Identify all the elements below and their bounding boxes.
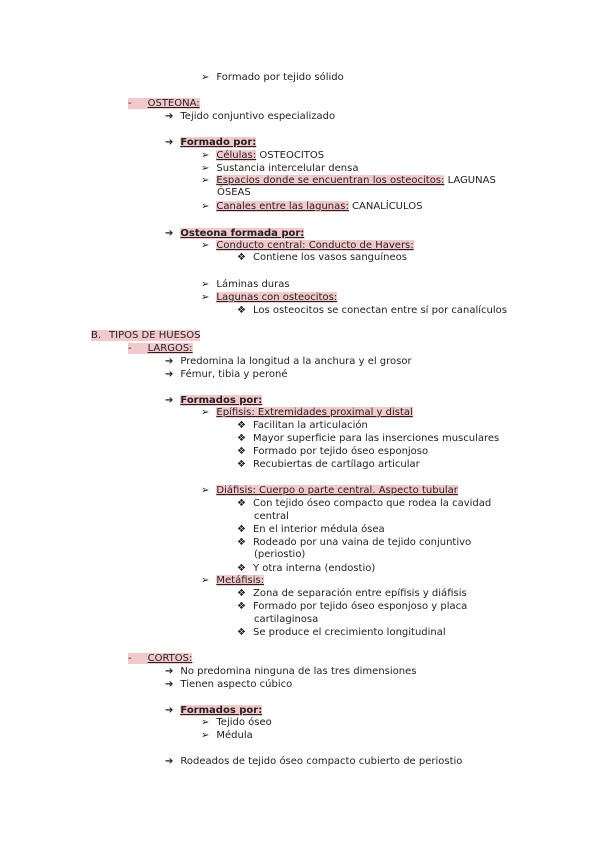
subheading	[165, 705, 262, 717]
heading-text: CORTOS:	[140, 653, 193, 664]
subheading	[165, 228, 304, 240]
arrow-icon: ➔	[165, 369, 174, 380]
item-label: Lagunas con osteocitos:	[216, 292, 338, 303]
item-text: Médula	[216, 730, 253, 741]
diamond-icon: ❖	[237, 588, 246, 599]
list-item	[201, 485, 458, 497]
item-text: Fémur, tibia y peroné	[180, 369, 288, 380]
list-item	[165, 756, 462, 768]
section-heading-osteona	[128, 98, 200, 110]
diamond-icon: ❖	[237, 305, 246, 316]
arrowhead-icon: ➢	[201, 201, 210, 212]
item-text: Predomina la longitud a la anchura y el grosor	[180, 356, 412, 367]
item-text: Se produce el crecimiento longitudinal	[252, 627, 446, 638]
arrowhead-icon: ➢	[201, 150, 210, 161]
arrow-icon: ➔	[165, 756, 174, 767]
dash-marker: -	[128, 653, 140, 664]
arrowhead-icon: ➢	[201, 279, 210, 290]
item-label: Células:	[216, 150, 257, 161]
item-text: Los osteocitos se conectan entre sí por canalículos	[252, 305, 507, 316]
arrowhead-icon: ➢	[201, 240, 210, 251]
diamond-icon: ❖	[237, 433, 246, 444]
item-label: Conducto central: Conducto de Havers:	[216, 240, 414, 251]
arrow-icon: ➔	[165, 395, 174, 406]
list-item	[165, 356, 412, 368]
list-item	[201, 407, 413, 419]
item-text: Sustancia intercelular densa	[216, 163, 359, 174]
list-item	[201, 201, 422, 213]
diamond-icon: ❖	[237, 563, 246, 574]
item-text: Y otra interna (endostio)	[252, 563, 376, 574]
arrowhead-icon: ➢	[201, 717, 210, 728]
item-text: Formado por tejido óseo esponjoso	[252, 446, 429, 457]
list-item	[237, 433, 499, 445]
dash-marker: -	[128, 343, 140, 354]
item-label: Canales entre las lagunas:	[216, 201, 349, 212]
item-text: En el interior médula ósea	[252, 524, 385, 535]
section-heading-tipos	[91, 330, 200, 342]
item-label: Diáfisis: Cuerpo o parte central. Aspecto tubular	[216, 485, 458, 496]
arrow-icon: ➔	[165, 137, 174, 148]
list-item	[237, 537, 471, 549]
arrowhead-icon: ➢	[201, 72, 210, 83]
list-item	[237, 627, 446, 639]
item-text: Formado por tejido óseo esponjoso y placa	[252, 601, 468, 612]
subsection-heading-largos	[128, 343, 193, 355]
subheading-text: Formados por:	[180, 395, 263, 406]
item-value: OSTEOCITOS	[256, 150, 325, 161]
item-text: Recubiertas de cartílago articular	[252, 459, 420, 470]
diamond-icon: ❖	[237, 498, 246, 509]
list-item	[201, 279, 290, 291]
arrowhead-icon: ➢	[201, 292, 210, 303]
arrow-icon: ➔	[165, 228, 174, 239]
arrow-icon: ➔	[165, 705, 174, 716]
list-item	[237, 459, 420, 471]
item-continuation: cartilaginosa	[254, 614, 319, 625]
diamond-icon: ❖	[237, 446, 246, 457]
diamond-icon: ❖	[237, 627, 246, 638]
item-label: Epífisis: Extremidades proximal y distal	[216, 407, 413, 418]
diamond-icon: ❖	[237, 524, 246, 535]
item-text: Zona de separación entre epífisis y diáfisis	[252, 588, 467, 599]
arrowhead-icon: ➢	[201, 730, 210, 741]
subheading	[165, 395, 262, 407]
subheading-text: Formados por:	[180, 705, 263, 716]
subsection-heading-cortos	[128, 653, 192, 665]
item-text: Tejido conjuntivo especializado	[180, 111, 336, 122]
item-value: CANALÍCULOS	[348, 201, 423, 212]
item-text: Contiene los vasos sanguíneos	[252, 252, 407, 263]
item-text: Tienen aspecto cúbico	[180, 679, 293, 690]
diamond-icon: ❖	[237, 252, 246, 263]
item-continuation: (periostio)	[254, 549, 306, 560]
list-item	[201, 292, 337, 304]
subheading-text: Osteona formada por:	[180, 228, 305, 239]
diamond-icon: ❖	[237, 420, 246, 431]
list-item	[237, 252, 407, 264]
list-item	[201, 240, 414, 252]
item-label: Metáfisis:	[216, 575, 265, 586]
list-item	[165, 666, 416, 678]
list-item	[237, 446, 428, 458]
list-item	[237, 524, 385, 536]
item-text: Con tejido óseo compacto que rodea la cavidad	[252, 498, 492, 509]
arrowhead-icon: ➢	[201, 175, 210, 186]
subheading	[165, 137, 256, 149]
arrowhead-icon: ➢	[201, 163, 210, 174]
item-label: Espacios donde se encuentran los osteocitos:	[216, 175, 445, 186]
item-text: Láminas duras	[216, 279, 290, 290]
list-item	[201, 175, 496, 187]
list-item	[201, 717, 272, 729]
item-text: Formado por tejido sólido	[216, 72, 344, 83]
arrow-icon: ➔	[165, 111, 174, 122]
list-item	[237, 305, 507, 317]
arrowhead-icon: ➢	[201, 485, 210, 496]
list-item	[201, 72, 344, 84]
item-text: Rodeado por una vaina de tejido conjuntivo	[252, 537, 472, 548]
arrow-icon: ➔	[165, 356, 174, 367]
list-item	[237, 420, 368, 432]
list-item	[165, 679, 292, 691]
heading-text: OSTEONA:	[140, 98, 200, 109]
item-text: Tejido óseo	[216, 717, 272, 728]
list-item	[201, 163, 358, 175]
list-item	[237, 601, 467, 613]
list-item	[237, 588, 467, 600]
arrowhead-icon: ➢	[201, 575, 210, 586]
item-text: No predomina ninguna de las tres dimensiones	[180, 666, 417, 677]
item-text: Mayor superficie para las inserciones musculares	[252, 433, 500, 444]
item-text: Rodeados de tejido óseo compacto cubierto de periostio	[180, 756, 463, 767]
arrowhead-icon: ➢	[201, 407, 210, 418]
diamond-icon: ❖	[237, 459, 246, 470]
subheading-text: Formado por:	[180, 137, 257, 148]
list-item	[201, 150, 324, 162]
diamond-icon: ❖	[237, 601, 246, 612]
list-item	[201, 730, 253, 742]
list-item	[237, 498, 491, 510]
heading-text: TIPOS DE HUESOS	[109, 330, 201, 341]
item-text: Facilitan la articulación	[252, 420, 368, 431]
dash-marker: -	[128, 98, 140, 109]
list-item	[237, 563, 375, 575]
arrow-icon: ➔	[165, 666, 174, 677]
arrow-icon: ➔	[165, 679, 174, 690]
item-continuation: central	[254, 511, 289, 522]
list-item	[165, 369, 288, 381]
list-item	[201, 575, 264, 587]
item-continuation: ÓSEAS	[217, 187, 251, 198]
item-value: LAGUNAS	[444, 175, 496, 186]
section-letter: B.	[91, 330, 109, 341]
diamond-icon: ❖	[237, 537, 246, 548]
heading-text: LARGOS:	[140, 343, 193, 354]
list-item	[165, 111, 335, 123]
